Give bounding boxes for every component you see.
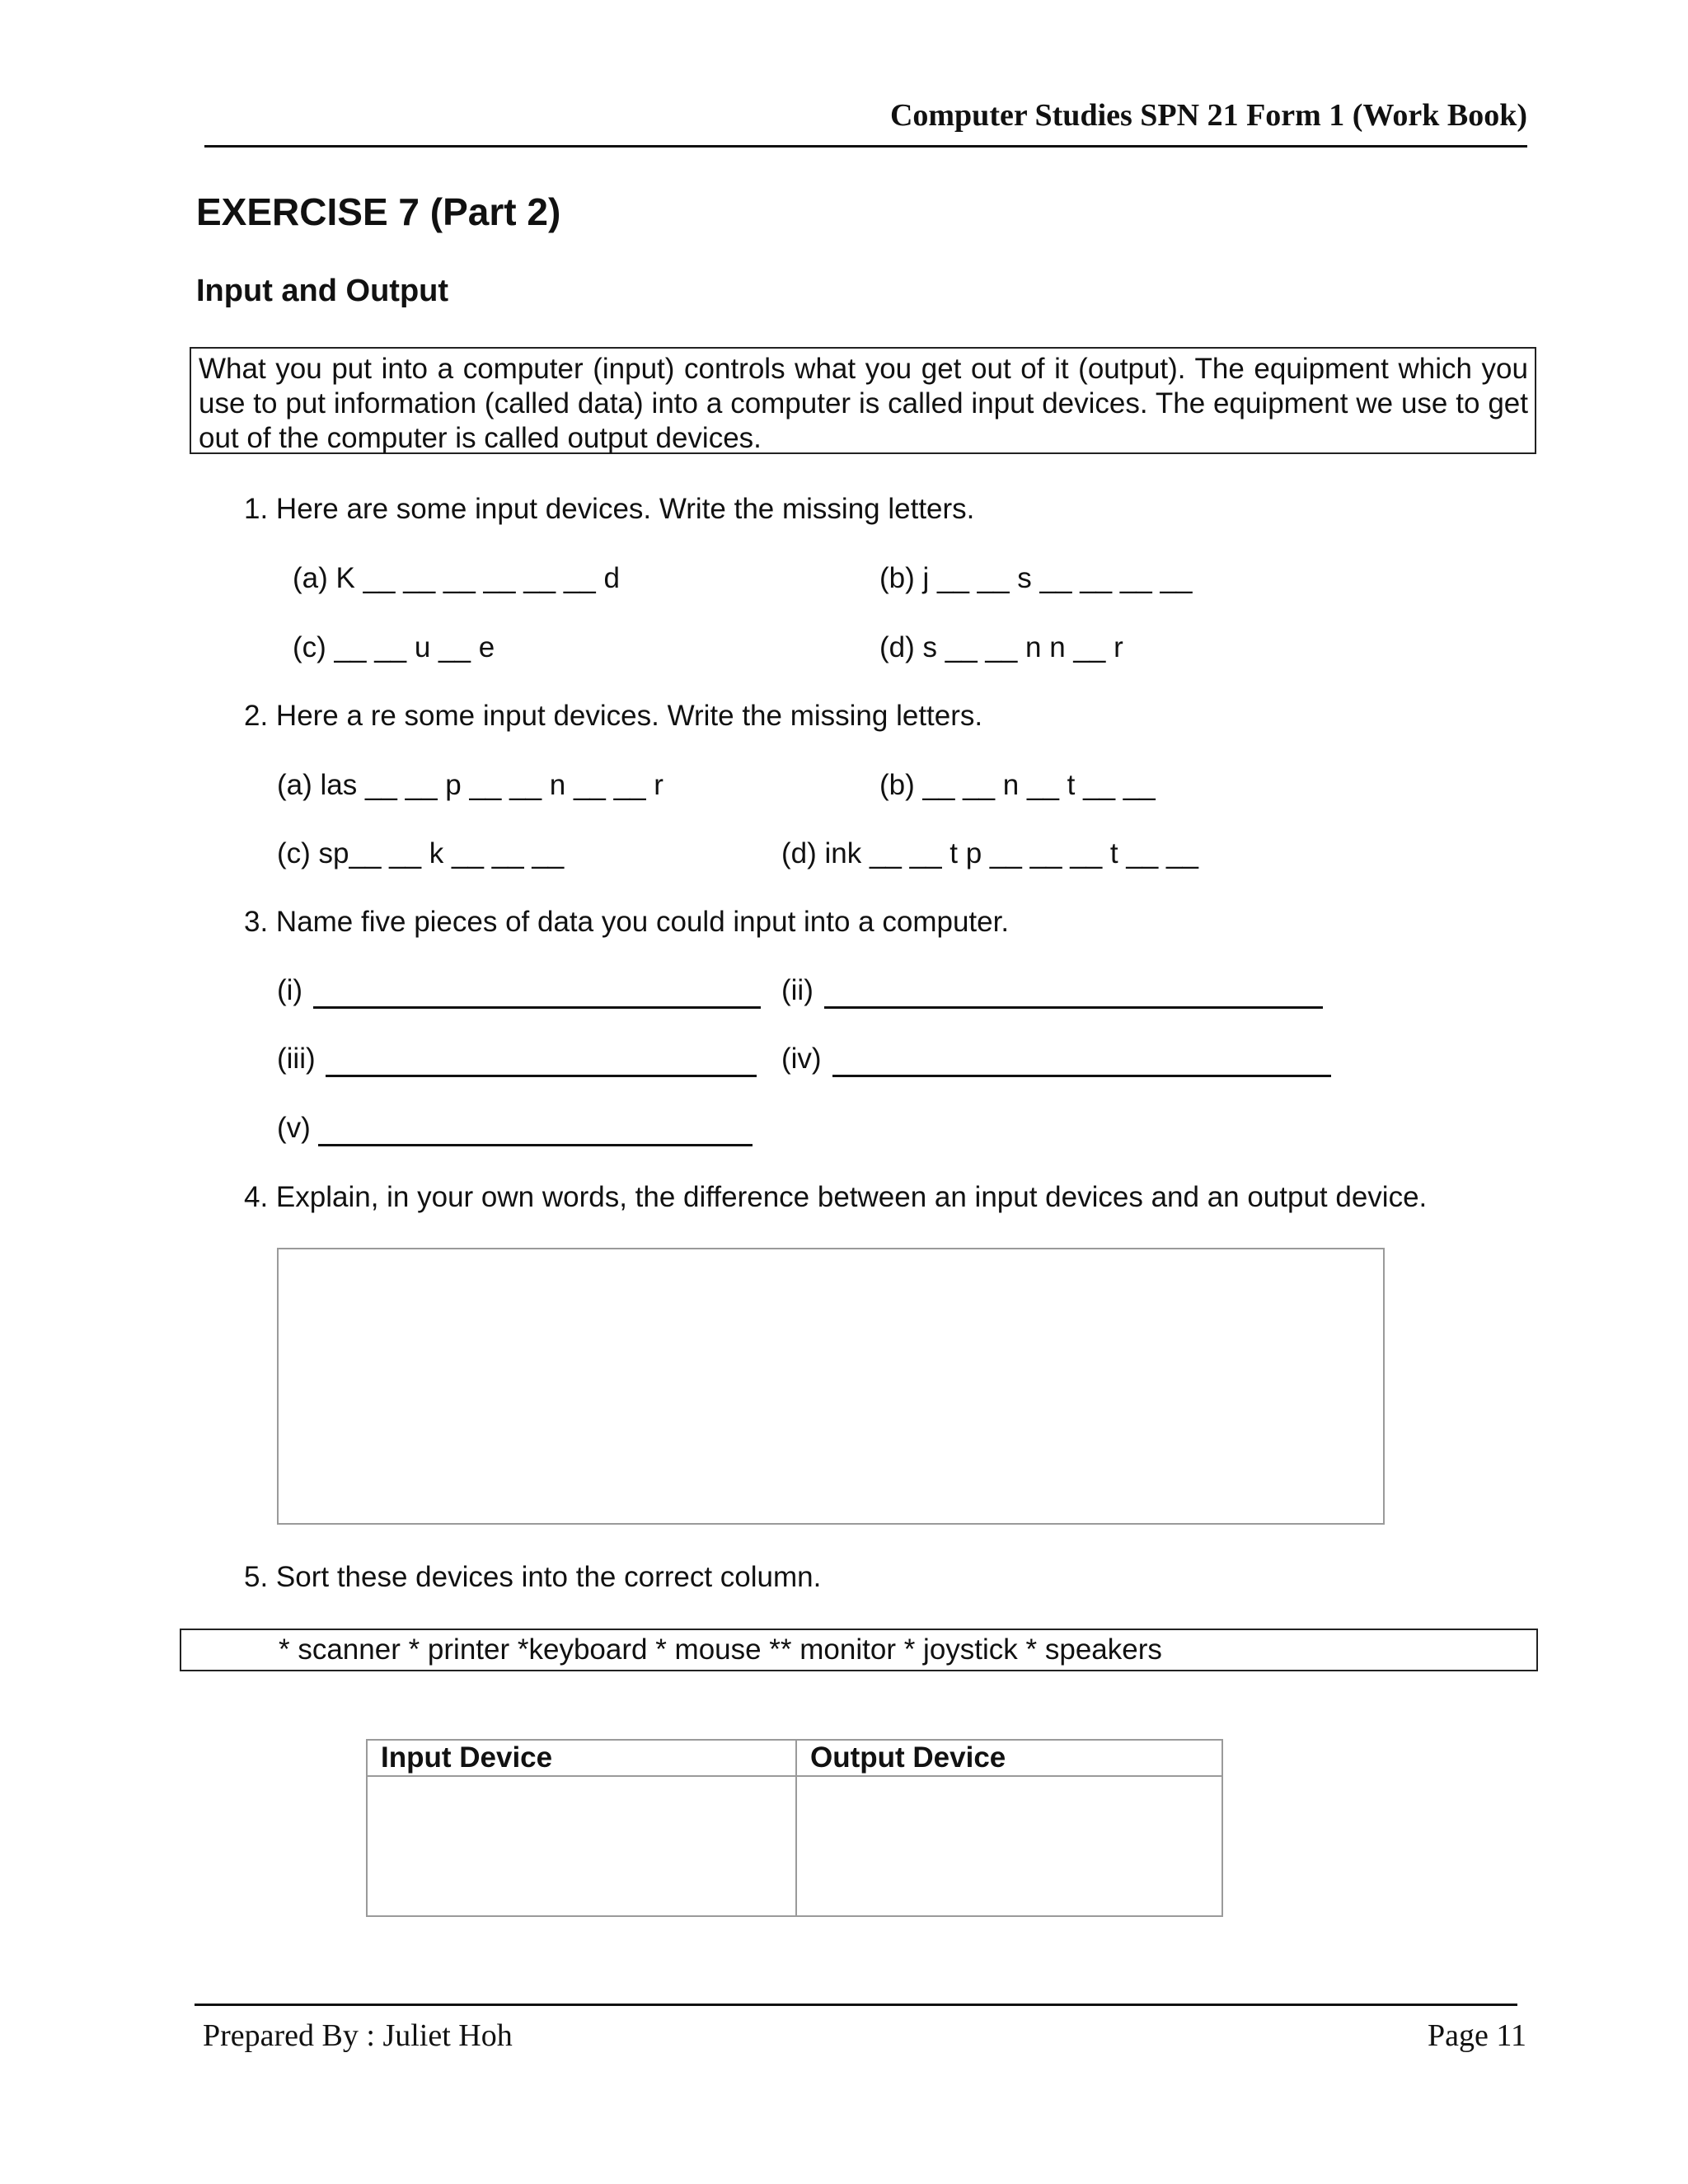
q1-item-a: (a) K __ __ __ __ __ __ d: [293, 562, 620, 594]
q2-item-b: (b) __ __ n __ t __ __: [879, 769, 1156, 801]
q2-item-c: (c) sp__ __ k __ __ __: [277, 837, 565, 869]
q4-answer-box[interactable]: [277, 1248, 1385, 1525]
footer-prepared-by: Prepared By : Juliet Hoh: [203, 2018, 513, 2053]
question-1: 1. Here are some input devices. Write the missing letters.: [244, 493, 975, 525]
question-4: 4. Explain, in your own words, the difference between an input devices and an output device.: [244, 1181, 1428, 1213]
q2-item-a: (a) las __ __ p __ __ n __ __ r: [277, 769, 663, 801]
exercise-title: EXERCISE 7 (Part 2): [196, 190, 561, 233]
q3-answer-line-iv[interactable]: [832, 1075, 1331, 1077]
q3-label-v: (v): [277, 1112, 311, 1144]
footer-page-number: Page 11: [1428, 2018, 1526, 2053]
question-2: 2. Here a re some input devices. Write the missing letters.: [244, 700, 983, 732]
column-header-input-device: Input Device: [367, 1740, 796, 1776]
footer-rule: [195, 2004, 1517, 2006]
q3-answer-line-iii[interactable]: [326, 1075, 757, 1077]
q1-item-b: (b) j __ __ s __ __ __ __: [879, 562, 1193, 594]
q3-answer-line-ii[interactable]: [824, 1006, 1323, 1009]
q3-answer-line-i[interactable]: [313, 1006, 761, 1009]
header-rule: [204, 145, 1527, 148]
output-device-cell[interactable]: [796, 1776, 1222, 1916]
question-5: 5. Sort these devices into the correct column.: [244, 1561, 822, 1593]
q3-label-iii: (iii): [277, 1043, 316, 1075]
q3-label-i: (i): [277, 974, 303, 1006]
header-title: Computer Studies SPN 21 Form 1 (Work Book): [889, 98, 1527, 133]
column-header-output-device: Output Device: [796, 1740, 1222, 1776]
sort-table: [366, 1739, 1223, 1917]
input-device-cell[interactable]: [367, 1776, 796, 1916]
q3-label-iv: (iv): [781, 1043, 822, 1075]
q2-item-d: (d) ink __ __ t p __ __ __ t __ __: [781, 837, 1198, 869]
intro-box: What you put into a computer (input) controls what you get out of it (output). The equipment which you use to put information (called data) into a computer is called input devices. The equipment we use to get out of the computer is called output devices.: [190, 347, 1536, 454]
q3-label-ii: (ii): [781, 974, 814, 1006]
q3-answer-line-v[interactable]: [318, 1144, 753, 1146]
question-3: 3. Name five pieces of data you could input into a computer.: [244, 906, 1010, 938]
word-bank: * scanner * printer *keyboard * mouse ** monitor * joystick * speakers: [180, 1629, 1538, 1671]
section-title: Input and Output: [196, 274, 449, 308]
q1-item-d: (d) s __ __ n n __ r: [879, 631, 1123, 663]
q1-item-c: (c) __ __ u __ e: [293, 631, 495, 663]
